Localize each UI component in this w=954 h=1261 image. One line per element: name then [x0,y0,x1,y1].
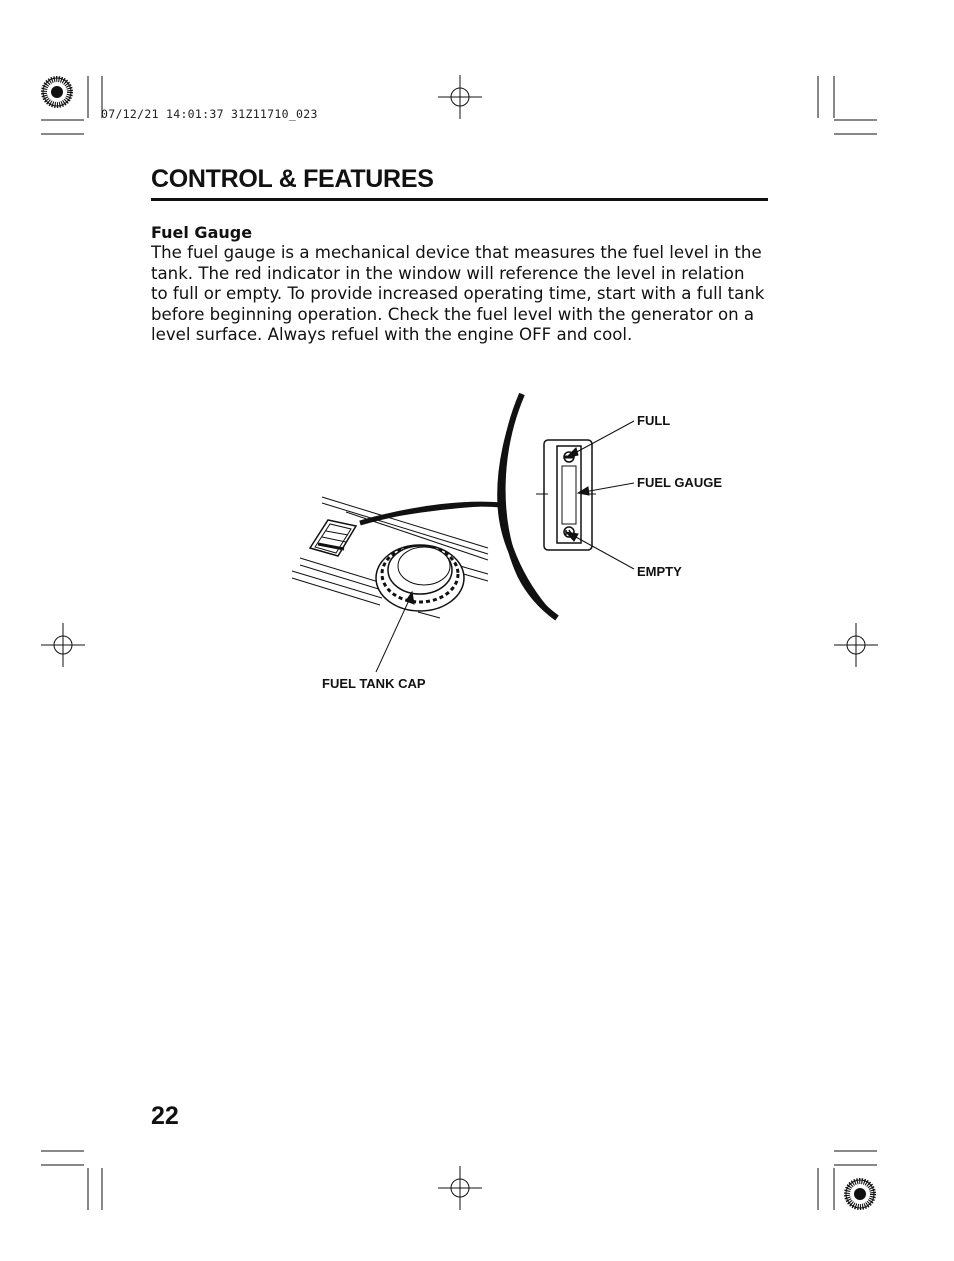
section-title: CONTROL & FEATURES [151,165,434,193]
page-number: 22 [151,1102,179,1130]
tank-gauge-icon [310,520,356,556]
callout-empty: EMPTY [637,564,682,579]
fuel-tank-cap-icon [376,545,464,611]
subsection-heading: Fuel Gauge [151,223,253,242]
callout-fuel-tank-cap: FUEL TANK CAP [322,676,426,691]
body-paragraph: The fuel gauge is a mechanical device that measures the fuel level in the tank. The red indicator in the window will reference the level in relation to full or empty. To provide increased operating time, start with a full tank before beginning operation. Check the fuel level with the generator on a level surface. Always refuel with the engine OFF and cool. [151,243,765,344]
print-timestamp: 07/12/21 14:01:37 31Z11710_023 [101,107,318,121]
callout-full: FULL [637,413,671,428]
callout-fuel-gauge: FUEL GAUGE [637,475,722,490]
